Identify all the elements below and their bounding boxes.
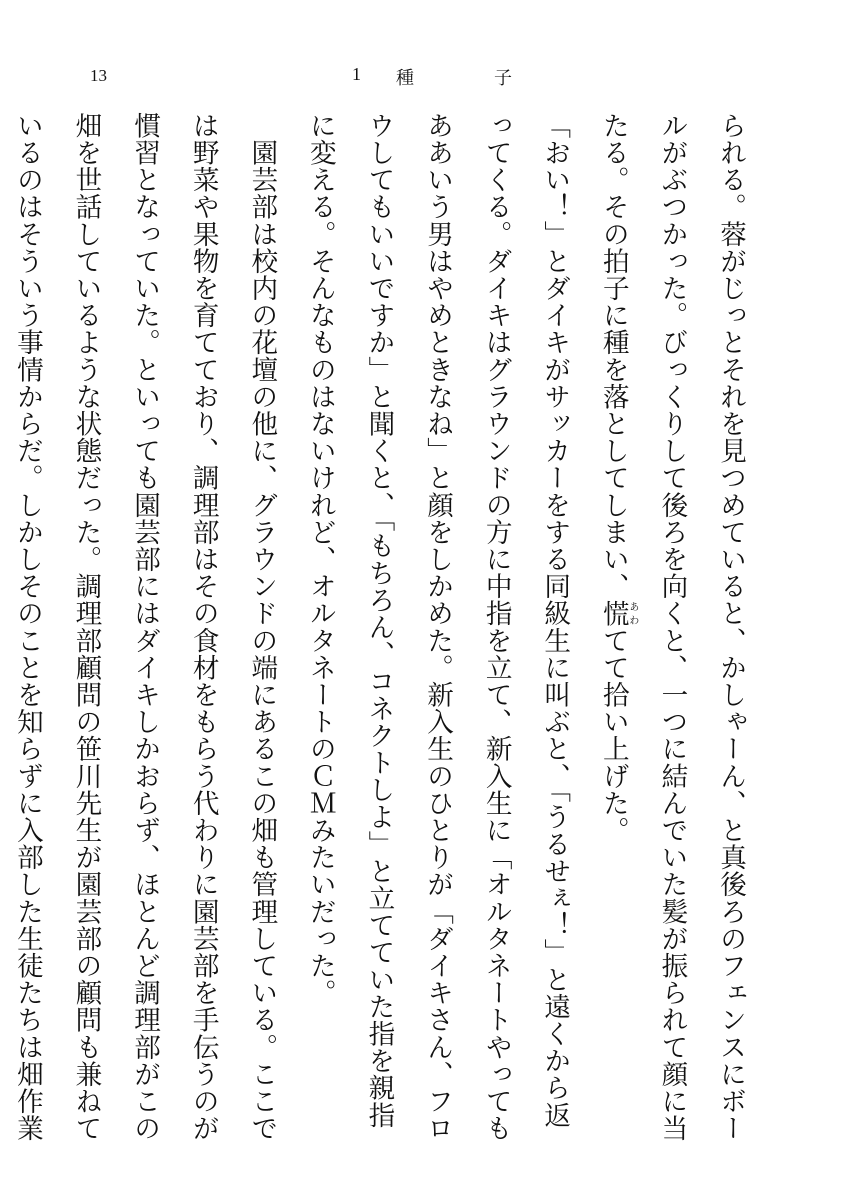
chapter-title — [396, 64, 512, 90]
page-number: 13 — [90, 66, 107, 85]
ruby-annotation — [597, 599, 638, 627]
text-line: 畑を世話しているような状態だった。調理部顧問の笹川先生が園芸部の顧問も兼ねて — [70, 112, 102, 1142]
text-line: 園芸部は校内の花壇の他に、グラウンドの端にあるこの畑も管理している。ここで — [246, 112, 278, 1142]
text-line — [583, 112, 642, 1122]
text-line: ルがぶつかった。びっくりして後ろを向くと、一つに結んでいた髪が振られて顔に当 — [656, 112, 688, 1142]
chapter-title-char: 種 — [396, 68, 414, 89]
ruby-base: 慌 — [597, 599, 629, 627]
text-line: に変える。そんなものはないけれど、オルタネートのＣＭみたいだった。 — [304, 112, 336, 1007]
text-segment: てて拾い上げた。 — [597, 626, 629, 844]
text-line: ああいう男はやめときなね」と顔をしかめた。新入生のひとりが「ダイキさん、フロ — [422, 112, 454, 1142]
ruby-reading: あわ — [626, 599, 638, 627]
chapter-title-char: 子 — [494, 68, 512, 89]
text-line: られる。蓉がじっとそれを見つめていると、かしゃーん、と真後ろのフェンスにボー — [715, 112, 746, 1142]
text-line: は野菜や果物を育てており、調理部はその食材をもらう代わりに園芸部を手伝うのが — [187, 112, 219, 1142]
text-line: ウしてもいいですか」と聞くと、「もちろん、コネクトしよ」と立てていた指を親指 — [363, 112, 395, 1129]
text-line: 慣習となっていた。といっても園芸部にはダイキしかおらず、ほとんど調理部がこの — [129, 112, 161, 1142]
text-line: 「おい！」とダイキがサッカーをする同級生に叫ぶと、「うるせぇ！」と遠くから返 — [539, 112, 571, 1129]
chapter-number: 1 — [352, 64, 361, 84]
text-segment: たる。その拍子に種を落としてしまい、 — [597, 112, 629, 600]
text-line: ってくる。ダイキはグラウンドの方に中指を立て、新入生に「オルタネートやっても — [480, 112, 512, 1142]
text-line: いるのはそういう事情からだ。しかしそのことを知らずに入部した生徒たちは畑作業 — [11, 112, 43, 1142]
body-text — [11, 112, 759, 1142]
running-header — [352, 64, 512, 90]
